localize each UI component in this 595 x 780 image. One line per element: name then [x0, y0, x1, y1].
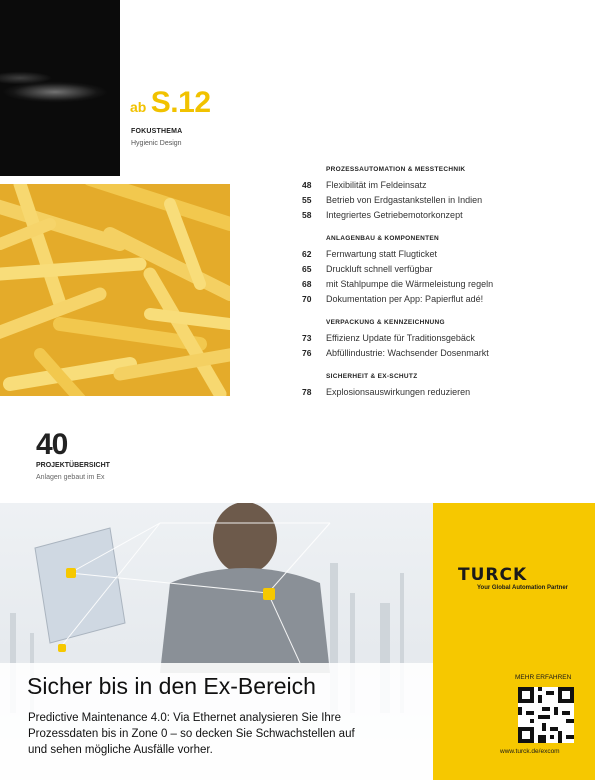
toc-page-number: 70 [302, 294, 312, 304]
toc-entry-title: Fernwartung statt Flugticket [326, 249, 438, 259]
toc-page-number: 73 [302, 333, 312, 343]
toc-entry-title: mit Stahlpumpe die Wärmeleistung regeln [326, 279, 494, 289]
toc-entry-title: Effizienz Update für Traditionsgebäck [326, 333, 475, 343]
toc-page-number: 58 [302, 210, 312, 220]
toc-entry[interactable] [298, 180, 588, 195]
table-of-contents [298, 166, 588, 412]
toc-entry-title: Flexibilität im Feldeinsatz [326, 180, 427, 190]
toc-page-number: 62 [302, 249, 312, 259]
turck-logo: TURCK [458, 565, 528, 585]
focus-prefix: ab [130, 99, 147, 115]
toc-page-number: 68 [302, 279, 312, 289]
more-info-label: MEHR ERFAHREN [515, 674, 572, 681]
network-node-marker [58, 644, 66, 652]
overview-page-ref[interactable] [36, 428, 67, 462]
toc-page-number: 65 [302, 264, 312, 274]
network-node-marker [66, 568, 76, 578]
toc-page-number: 76 [302, 348, 312, 358]
toc-entry-title: Betrieb von Erdgastankstellen in Indien [326, 195, 483, 205]
toc-entry[interactable] [298, 333, 588, 348]
toc-section-heading: PROZESSAUTOMATION & MESSTECHNIK [326, 166, 466, 173]
overview-subtitle: Anlagen gebaut im Ex [36, 474, 105, 481]
toc-entry[interactable] [298, 348, 588, 363]
ad-headline: Sicher bis in den Ex-Bereich [27, 673, 316, 699]
focus-label: FOKUSTHEMA [131, 128, 183, 135]
toc-entry[interactable] [298, 210, 588, 225]
ad-body-line: und sehen mögliche Ausfälle vorher. [28, 744, 213, 756]
toc-entry[interactable] [298, 279, 588, 294]
toc-entry-title: Dokumentation per App: Papierflut adé! [326, 294, 484, 304]
focus-page-number: S.12 [150, 86, 211, 119]
toc-section-heading: ANLAGENBAU & KOMPONENTEN [326, 235, 440, 242]
toc-entry-title: Abfüllindustrie: Wachsender Dosenmarkt [326, 348, 489, 358]
network-node-marker [263, 588, 275, 600]
toc-entry-title: Druckluft schnell verfügbar [326, 264, 433, 274]
overview-page-number: 40 [36, 428, 68, 461]
toc-entry-title: Integriertes Getriebemotorkonzept [326, 210, 463, 220]
ad-body-text [28, 710, 418, 758]
focus-page-ref[interactable] [130, 86, 211, 120]
brand-tagline: Your Global Automation Partner [477, 585, 569, 591]
focus-subtitle: Hygienic Design [131, 140, 182, 147]
toc-entry[interactable] [298, 387, 588, 402]
toc-entry[interactable] [298, 195, 588, 210]
overview-label: PROJEKTÜBERSICHT [36, 462, 110, 469]
toc-section [298, 373, 588, 402]
ad-url-link[interactable]: www.turck.de/excom [500, 748, 560, 755]
turck-advertisement[interactable] [0, 503, 595, 780]
toc-page-number: 48 [302, 180, 312, 190]
toc-page-number: 55 [302, 195, 312, 205]
toc-section-heading: VERPACKUNG & KENNZEICHNUNG [326, 319, 445, 326]
toc-section-heading: SICHERHEIT & EX-SCHUTZ [326, 373, 418, 380]
toc-section [298, 166, 588, 225]
qr-code[interactable] [518, 687, 574, 743]
toc-entry[interactable] [298, 264, 588, 279]
toc-entry[interactable] [298, 294, 588, 309]
toc-section [298, 319, 588, 363]
toc-entry-title: Explosionsauswirkungen reduzieren [326, 387, 471, 397]
focus-image [0, 0, 120, 176]
toc-entry[interactable] [298, 249, 588, 264]
toc-section [298, 235, 588, 309]
fries-image [0, 184, 230, 396]
ad-body-line: Prozessdaten bis in Zone 0 – so decken Sie Schwachstellen auf [28, 728, 355, 740]
ad-body-line: Predictive Maintenance 4.0: Via Ethernet analysieren Sie Ihre [28, 712, 342, 724]
toc-page-number: 78 [302, 387, 312, 397]
